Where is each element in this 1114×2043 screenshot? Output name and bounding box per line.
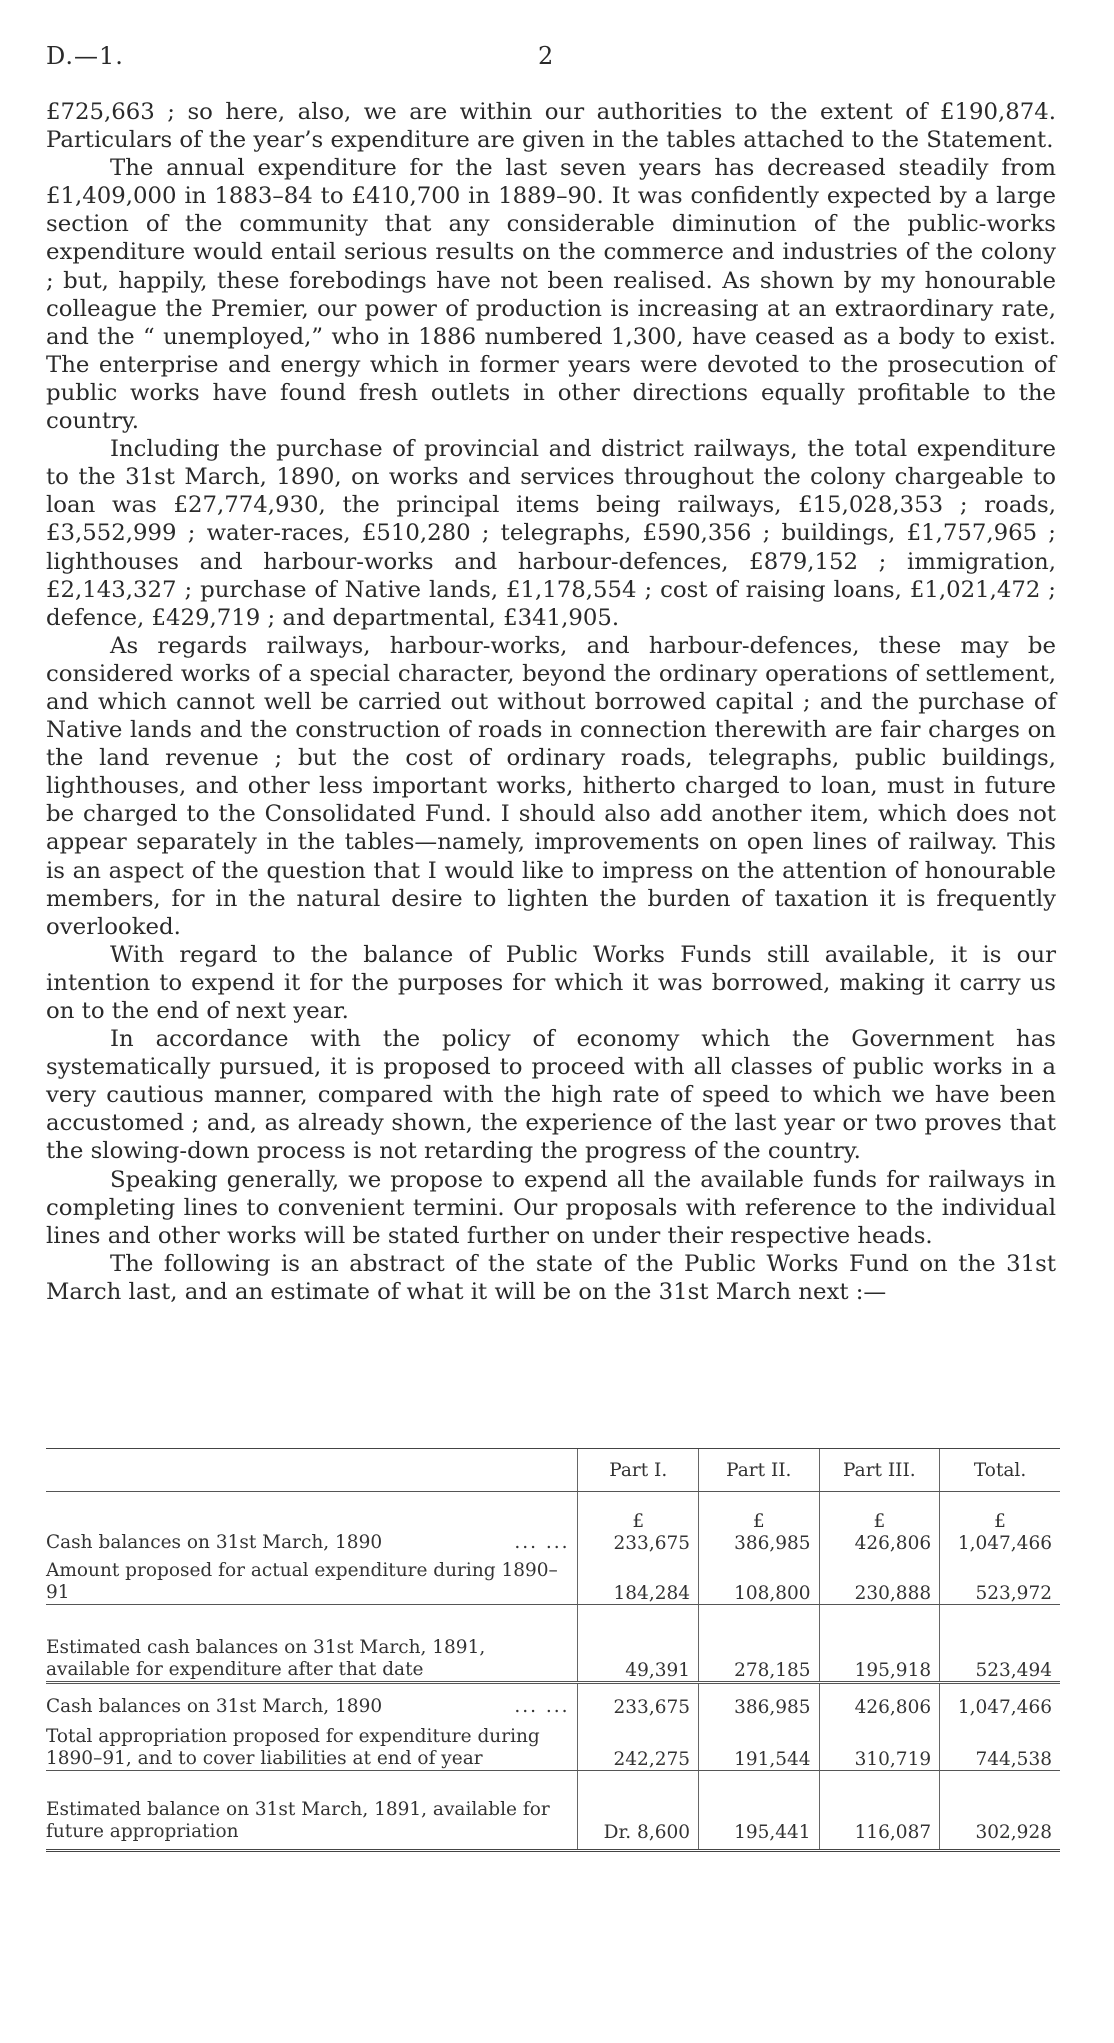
table-cell: 523,494 (940, 1605, 1060, 1683)
table-cell: 1,047,466 (940, 1532, 1060, 1554)
row-label: Amount proposed for actual expenditure during 1890–91 (46, 1560, 558, 1603)
table-cell: 184,284 (578, 1554, 699, 1605)
table-cell: 49,391 (578, 1605, 699, 1683)
public-works-fund-table (46, 1448, 1060, 1852)
row-label: Cash balances on 31st March, 1890 (46, 1532, 383, 1553)
column-header: Total. (940, 1449, 1060, 1492)
row-label: Cash balances on 31st March, 1890 (46, 1696, 383, 1717)
row-label: Total appropriation proposed for expenditure during 1890–91, and to cover liabilities at end of year (46, 1726, 540, 1769)
table-cell: 230,888 (819, 1554, 940, 1605)
table-cell: 426,806 (819, 1683, 940, 1719)
page-number: 2 (538, 42, 554, 70)
table-cell: 233,675 (578, 1532, 699, 1554)
table-cell: 195,918 (819, 1605, 940, 1683)
table-cell: 278,185 (699, 1605, 820, 1683)
table-cell: 1,047,466 (940, 1683, 1060, 1719)
table-row (46, 1718, 1060, 1771)
table-cell: 386,985 (699, 1683, 820, 1719)
paragraph: Including the purchase of provincial and district railways, the total expenditure to the 31st March, 1890, on works and services throughout the colony chargeable to loan was £27,774,930, the principal items being railways, £15,028,353 ; roads, £3,552,999 ; water-races, £510,280 ; telegraphs, £590,356 ; buildings, £1,757,965 ; lighthouses and harbour-works and harbour-defences, £879,152 ; immigration, £2,143,327 ; purchase of Native lands, £1,178,554 ; cost of raising loans, £1,021,472 ; defence, £429,719 ; and departmental, £341,905. (46, 436, 1056, 631)
table-cell: 386,985 (699, 1532, 820, 1554)
table-cell: 195,441 (699, 1771, 820, 1851)
table-cell: 310,719 (819, 1718, 940, 1771)
table-cell: 523,972 (940, 1554, 1060, 1605)
currency-symbol: £ (699, 1492, 820, 1533)
table-row: ... ... Cash balances on 31st March, 1890 233,675 386,985 426,806 1,047,466 (46, 1683, 1060, 1719)
paragraph: With regard to the balance of Public Works Funds still available, it is our intention to expend it for the purposes for which it was borrowed, making it carry us on to the end of next year. (46, 941, 1056, 1024)
table-cell: 233,675 (578, 1683, 699, 1719)
table-cell: 426,806 (819, 1532, 940, 1554)
table-cell: 108,800 (699, 1554, 820, 1605)
currency-symbol: £ (940, 1492, 1060, 1533)
table-row (46, 1605, 1060, 1683)
table-row: ... ... Cash balances on 31st March, 1890 233,675 386,985 426,806 1,047,466 (46, 1532, 1060, 1554)
table-header-row (46, 1449, 1060, 1492)
table-cell: 242,275 (578, 1718, 699, 1771)
paragraph: As regards railways, harbour-works, and harbour-defences, these may be considered works of a special character, beyond the ordinary operations of settlement, and which cannot well be carried out without borrowed capital ; and the purchase of Native lands and the construction of roads in connection therewith are fair charges on the land revenue ; but the cost of ordinary roads, telegraphs, public buildings, lighthouses, and other less important works, hitherto charged to loan, must in future be charged to the Consolidated Fund. I should also add another item, which does not appear separately in the tables—namely, improvements on open lines of railway. This is an aspect of the question that I would like to impress on the attention of honourable members, for in the natural desire to lighten the burden of taxation it is frequently overlooked. (46, 632, 1056, 940)
paragraph: The annual expenditure for the last seven years has decreased steadily from £1,409,000 in 1883–84 to £410,700 in 1889–90. It was confidently expected by a large section of the community that any considerable diminution of the public-works expenditure would entail serious results on the commerce and industries of the colony ; but, happily, these forebodings have not been realised. As shown by my honourable colleague the Premier, our power of production is increasing at an extraordinary rate, and the “ unemployed,” who in 1886 numbered 1,300, have ceased as a body to exist. The enterprise and energy which in former years were devoted to the prosecution of public works have found fresh outlets in other directions equally profitable to the country. (46, 155, 1056, 435)
column-header: Part III. (819, 1449, 940, 1492)
paragraph: In accordance with the policy of economy which the Government has systematically pursued, it is proposed to proceed with all classes of public works in a very cautious manner, compared with the high rate of speed to which we have been accustomed ; and, as already shown, the experience of the last year or two proves that the slowing-down process is not retarding the progress of the country. (46, 1026, 1056, 1165)
table-cell: Dr. 8,600 (578, 1771, 699, 1851)
paragraph: £725,663 ; so here, also, we are within our authorities to the extent of £190,874. Particulars of the year’s expenditure are given in the tables attached to the Statement. (46, 99, 1056, 154)
paragraph: Speaking generally, we propose to expend all the available funds for railways in completing lines to convenient termini. Our proposals with reference to the individual lines and other works will be stated further on under their respective heads. (46, 1166, 1056, 1249)
table-cell: 116,087 (819, 1771, 940, 1851)
currency-symbol: £ (578, 1492, 699, 1533)
table-row (46, 1771, 1060, 1851)
document-reference: D.—1. (46, 42, 124, 70)
table-cell: 191,544 (699, 1718, 820, 1771)
column-header: Part II. (699, 1449, 820, 1492)
table-row (46, 1554, 1060, 1605)
table-cell: 302,928 (940, 1771, 1060, 1851)
row-label: Estimated cash balances on 31st March, 1891, available for expenditure after that date (46, 1637, 486, 1680)
paragraph: The following is an abstract of the state of the Public Works Fund on the 31st March last, and an estimate of what it will be on the 31st March next :— (46, 1250, 1056, 1305)
currency-row (46, 1492, 1060, 1533)
currency-symbol: £ (819, 1492, 940, 1533)
table-cell: 744,538 (940, 1718, 1060, 1771)
body-text (46, 98, 1056, 1306)
row-label: Estimated balance on 31st March, 1891, available for future appropriation (46, 1799, 550, 1842)
column-header: Part I. (578, 1449, 699, 1492)
